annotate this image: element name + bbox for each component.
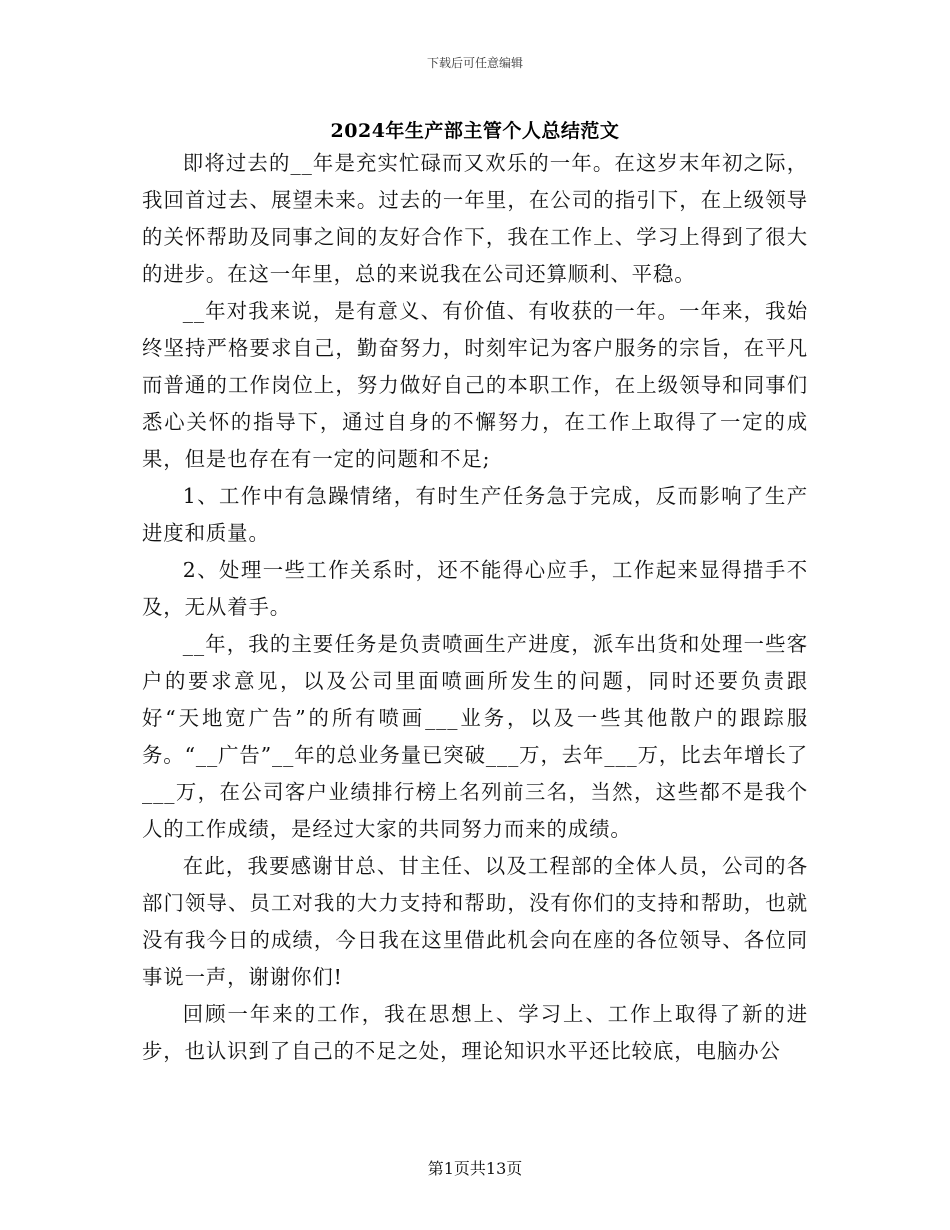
paragraph-thanks: 在此，我要感谢甘总、甘主任、以及工程部的全体人员，公司的各部门领导、员工对我的大力支持和帮助，没有你们的支持和帮助，也就没有我今日的成绩，今日我在这里借此机会向在座的各位领导、各位同事说一声，谢谢你们! — [142, 854, 808, 989]
document-body — [142, 145, 808, 1070]
paragraph-issue-2: 2、处理一些工作关系时，还不能得心应手，工作起来显得措手不及，无从着手。 — [142, 558, 808, 619]
document-title: 2024年生产部主管个人总结范文 — [330, 120, 620, 142]
paragraph-review: 回顾一年来的工作，我在思想上、学习上、工作上取得了新的进步，也认识到了自己的不足之处，理论知识水平还比较底，电脑办公 — [142, 1002, 808, 1063]
header-note: 下载后可任意编辑 — [426, 56, 523, 70]
paragraph-issue-1: 1、工作中有急躁情绪，有时生产任务急于完成，反而影响了生产进度和质量。 — [142, 484, 808, 545]
page-footer: 第1页共13页 — [427, 1159, 523, 1178]
paragraph-summary: __年对我来说，是有意义、有价值、有收获的一年。一年来，我始终坚持严格要求自己，勤奋努力，时刻牢记为客户服务的宗旨，在平凡而普通的工作岗位上，努力做好自己的本职工作，在上级领导和同事们悉心关怀的指导下，通过自身的不懈努力，在工作上取得了一定的成果，但是也存在有一定的问题和不足; — [142, 299, 808, 471]
paragraph-main-tasks: __年，我的主要任务是负责喷画生产进度，派车出货和处理一些客户的要求意见，以及公司里面喷画所发生的问题，同时还要负责跟好“天地宽广告”的所有喷画___业务，以及一些其他散户的跟踪服务。“__广告”__年的总业务量已突破___万，去年___万，比去年增长了___万，在公司客户业绩排行榜上名列前三名，当然，这些都不是我个人的工作成绩，是经过大家的共同努力而来的成绩。 — [142, 632, 808, 841]
paragraph-intro: 即将过去的__年是充实忙碌而又欢乐的一年。在这岁末年初之际，我回首过去、展望未来。过去的一年里，在公司的指引下，在上级领导的关怀帮助及同事之间的友好合作下，我在工作上、学习上得到了很大的进步。在这一年里，总的来说我在公司还算顺利、平稳。 — [142, 151, 808, 286]
